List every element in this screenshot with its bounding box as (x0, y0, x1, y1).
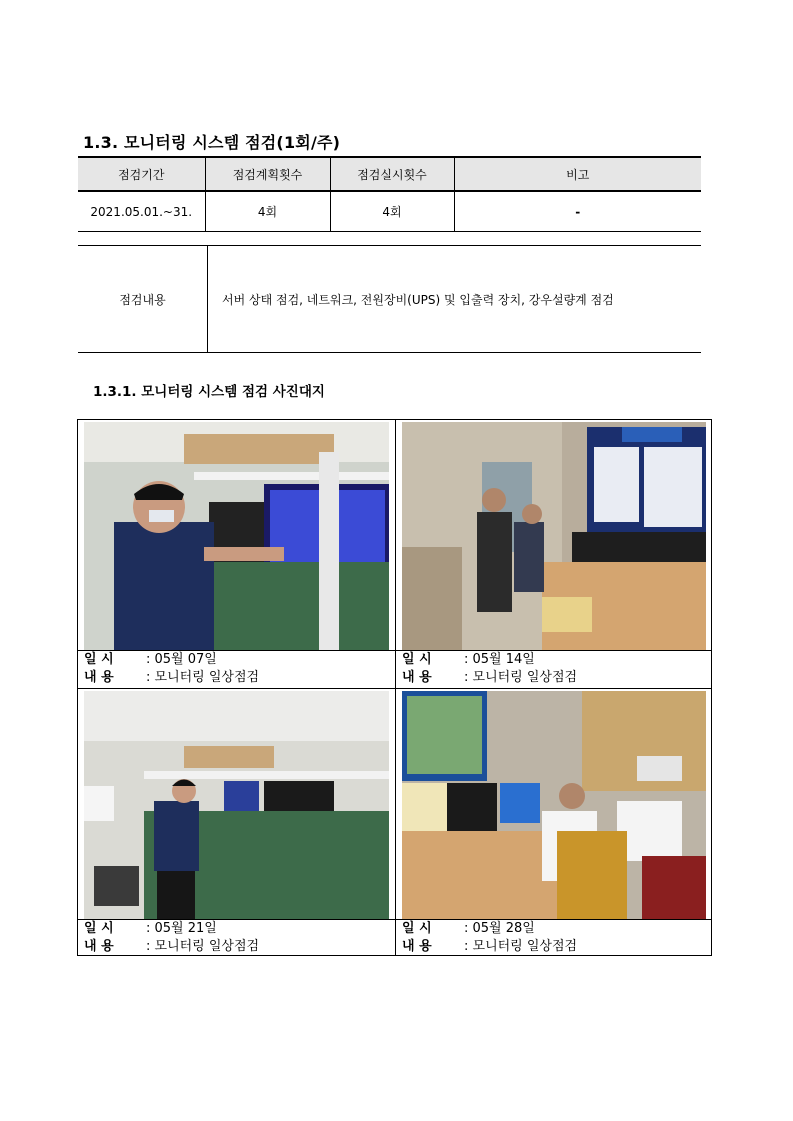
content-value: : 모니터링 일상점검 (146, 939, 260, 954)
cell-period: 2021.05.01.~31. (78, 191, 205, 232)
photo-cell (78, 420, 395, 688)
photo-caption (78, 919, 395, 955)
inspection-photo (84, 422, 389, 650)
cell-remarks: - (454, 191, 701, 232)
photo-cell (78, 688, 395, 956)
table-header-row (78, 157, 701, 191)
header-actual-count: 점검실시횟수 (330, 157, 454, 191)
content-label: 내 용 (402, 670, 432, 685)
header-planned-count: 점검계획횟수 (205, 157, 330, 191)
header-remarks: 비고 (454, 157, 701, 191)
photo-caption (396, 650, 712, 686)
content-label: 내 용 (402, 939, 432, 954)
date-label: 일 시 (84, 921, 114, 936)
date-value: : 05월 14일 (464, 652, 535, 667)
photo-cell (395, 688, 712, 956)
inspection-summary-table (78, 156, 701, 232)
section-title: 1.3. 모니터링 시스템 점검(1회/주) (83, 133, 341, 152)
date-label: 일 시 (402, 921, 432, 936)
table-row (78, 246, 701, 353)
photo-section-title: 1.3.1. 모니터링 시스템 점검 사진대지 (93, 384, 325, 400)
photo-caption (78, 650, 395, 686)
inspection-photo (402, 422, 706, 650)
date-value: : 05월 07일 (146, 652, 217, 667)
content-label: 점검내용 (78, 246, 208, 353)
inspection-photo (84, 691, 389, 919)
photo-caption (396, 919, 712, 955)
content-value: : 모니터링 일상점검 (464, 670, 578, 685)
table-row (78, 191, 701, 232)
content-value: : 모니터링 일상점검 (464, 939, 578, 954)
cell-planned-count: 4회 (205, 191, 330, 232)
date-label: 일 시 (84, 652, 114, 667)
inspection-photo (402, 691, 706, 919)
photo-grid (77, 419, 712, 956)
inspection-content-table (78, 245, 701, 353)
header-period: 점검기간 (78, 157, 205, 191)
content-label: 내 용 (84, 670, 114, 685)
date-label: 일 시 (402, 652, 432, 667)
date-value: : 05월 28일 (464, 921, 535, 936)
date-value: : 05월 21일 (146, 921, 217, 936)
cell-actual-count: 4회 (330, 191, 454, 232)
content-label: 내 용 (84, 939, 114, 954)
content-value: 서버 상태 점검, 네트워크, 전원장비(UPS) 및 입출력 장치, 강우설량계 점검 (208, 246, 702, 353)
photo-cell (395, 420, 712, 688)
content-value: : 모니터링 일상점검 (146, 670, 260, 685)
